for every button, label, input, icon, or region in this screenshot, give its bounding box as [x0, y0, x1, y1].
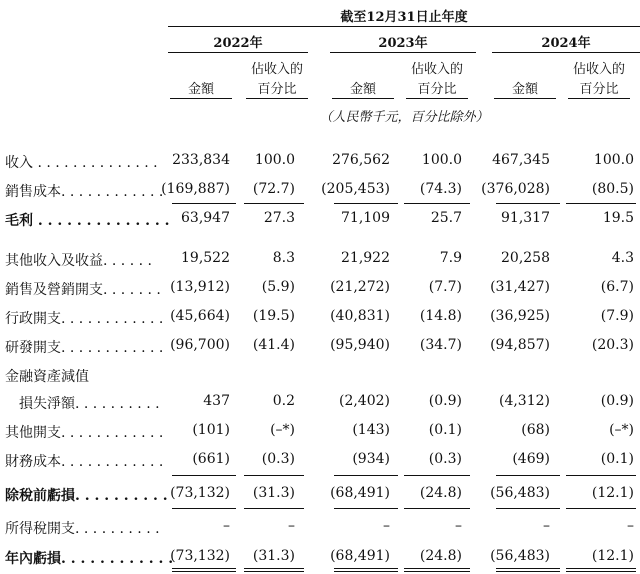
row-value: (–*) [609, 422, 634, 438]
total-rule [172, 203, 236, 204]
row-value: (72.7) [252, 181, 295, 197]
total-rule [496, 571, 560, 572]
row-value: 27.3 [263, 210, 295, 226]
total-rule [404, 568, 470, 569]
year-2022-header: 2022年 [213, 36, 263, 51]
total-rule [334, 508, 398, 509]
row-value: (143) [352, 422, 390, 438]
total-rule [244, 475, 304, 476]
row-value: (376,028) [481, 181, 550, 197]
total-rule [172, 568, 236, 569]
amount-col-rule [170, 98, 232, 99]
row-label: 銷售成本. . . . . . . . . . . . [5, 184, 164, 200]
row-value: 25.7 [430, 210, 462, 226]
header-rule [168, 26, 640, 27]
row-value: 467,345 [492, 152, 550, 168]
amount-col-rule [332, 98, 394, 99]
total-rule [566, 203, 636, 204]
total-rule [496, 203, 560, 204]
total-rule [334, 203, 398, 204]
row-value: (94,857) [490, 337, 550, 353]
row-value: (14.8) [419, 308, 462, 324]
row-value: 100.0 [254, 152, 295, 168]
amount-col-header: 金額 [511, 82, 538, 97]
row-value: 233,834 [172, 152, 230, 168]
row-value: (56,483) [490, 485, 550, 501]
pct-col-header-line1: 佔收入的 [572, 62, 625, 77]
year-2022-rule [168, 52, 308, 53]
row-value: (31.3) [252, 548, 295, 564]
pct-col-header-line2: 百分比 [257, 82, 297, 97]
row-value: (0.9) [600, 393, 634, 409]
total-rule [334, 571, 398, 572]
row-label: 財務成本. . . . . . . . . . . . [5, 454, 164, 470]
row-value: – [543, 518, 550, 534]
row-value: (40,831) [330, 308, 390, 324]
row-value: (4,312) [498, 393, 550, 409]
total-rule [334, 568, 398, 569]
row-value: (12.1) [591, 485, 634, 501]
total-rule [404, 571, 470, 572]
year-2024-header: 2024年 [541, 36, 591, 51]
row-value: (13,912) [170, 279, 230, 295]
row-value: (34.7) [419, 337, 462, 353]
pct-col-header-line2: 百分比 [579, 82, 619, 97]
row-value: 19,522 [181, 250, 230, 266]
total-rule [566, 568, 636, 569]
row-value: (56,483) [490, 548, 550, 564]
total-rule [404, 508, 470, 509]
row-value: (12.1) [591, 548, 634, 564]
amount-col-header: 金額 [349, 82, 376, 97]
total-rule [334, 475, 398, 476]
total-rule [496, 508, 560, 509]
total-rule [172, 508, 236, 509]
row-value: – [383, 518, 390, 534]
amount-col-header: 金額 [187, 82, 214, 97]
row-value: (95,940) [330, 337, 390, 353]
row-value: 7.9 [439, 250, 462, 266]
row-value: 19.5 [602, 210, 634, 226]
row-value: (31.3) [252, 485, 295, 501]
year-2023-rule [330, 52, 476, 53]
period-header: 截至12月31日止年度 [340, 10, 468, 25]
row-value: (469) [512, 451, 550, 467]
row-value: 100.0 [421, 152, 462, 168]
row-value: (73,132) [170, 485, 230, 501]
row-value: (74.3) [419, 181, 462, 197]
row-value: (661) [192, 451, 230, 467]
row-value: (45,664) [170, 308, 230, 324]
row-value: (7.9) [600, 308, 634, 324]
row-value: (68,491) [330, 485, 390, 501]
row-value: (101) [192, 422, 230, 438]
total-rule [566, 475, 636, 476]
total-rule [172, 475, 236, 476]
row-value: 20,258 [501, 250, 550, 266]
row-value: (20.3) [591, 337, 634, 353]
pct-col-rule [246, 98, 308, 99]
row-label: 其他收入及收益. . . . . . [5, 253, 152, 269]
row-value: (2,402) [338, 393, 390, 409]
row-label: 研發開支. . . . . . . . . . . . [5, 340, 164, 356]
total-rule [244, 571, 304, 572]
total-rule [172, 571, 236, 572]
row-value: 0.2 [272, 393, 295, 409]
row-value: (24.8) [419, 485, 462, 501]
row-value: (96,700) [170, 337, 230, 353]
row-value: (24.8) [419, 548, 462, 564]
row-label: 其他開支. . . . . . . . . . . . [5, 425, 164, 441]
row-label: 金融資產減值 [5, 369, 89, 385]
total-rule [566, 571, 636, 572]
total-rule [244, 568, 304, 569]
row-label: 年內虧損. . . . . . . . . . . . [5, 551, 174, 567]
row-value: (73,132) [170, 548, 230, 564]
row-value: (6.7) [600, 279, 634, 295]
row-label: 所得稅開支. . . . . . . . . . [5, 521, 160, 537]
row-value: (68,491) [330, 548, 390, 564]
total-rule [496, 475, 560, 476]
row-value: (934) [352, 451, 390, 467]
pct-col-header-line1: 佔收入的 [410, 62, 463, 77]
row-value: 4.3 [611, 250, 634, 266]
year-2023-header: 2023年 [378, 36, 428, 51]
pct-col-header-line2: 百分比 [417, 82, 457, 97]
row-value: (–*) [270, 422, 295, 438]
total-rule [404, 203, 470, 204]
row-value: (205,453) [321, 181, 390, 197]
total-rule [566, 508, 636, 509]
row-value: 437 [203, 393, 230, 409]
row-value: 63,947 [181, 210, 230, 226]
row-value: (80.5) [591, 181, 634, 197]
row-value: (0.3) [428, 451, 462, 467]
row-value: 8.3 [272, 250, 295, 266]
row-value: – [288, 518, 295, 534]
pct-col-rule [406, 98, 468, 99]
year-2024-rule [492, 52, 640, 53]
total-rule [244, 203, 304, 204]
row-value: (0.1) [600, 451, 634, 467]
row-value: (5.9) [261, 279, 295, 295]
row-value: (41.4) [252, 337, 295, 353]
row-value: 100.0 [593, 152, 634, 168]
row-label: 損失淨額. . . . . . . . . . [5, 396, 160, 412]
row-value: (169,887) [161, 181, 230, 197]
row-value: (68) [521, 422, 550, 438]
row-value: 71,109 [341, 210, 390, 226]
amount-col-rule [494, 98, 556, 99]
row-value: (19.5) [252, 308, 295, 324]
row-value: (36,925) [490, 308, 550, 324]
row-value: (0.1) [428, 422, 462, 438]
row-label: 除稅前虧損. . . . . . . . . . [5, 488, 168, 504]
row-value: 91,317 [501, 210, 550, 226]
total-rule [244, 508, 304, 509]
row-value: – [627, 518, 634, 534]
pct-col-header-line1: 佔收入的 [250, 62, 303, 77]
row-value: (21,272) [330, 279, 390, 295]
row-value: (0.3) [261, 451, 295, 467]
row-value: – [455, 518, 462, 534]
pct-col-rule [568, 98, 630, 99]
row-value: (31,427) [490, 279, 550, 295]
row-label: 銷售及營銷開支. . . . . . . [5, 282, 161, 298]
row-value: 21,922 [341, 250, 390, 266]
row-value: – [223, 518, 230, 534]
row-label: 行政開支. . . . . . . . . . . . [5, 311, 164, 327]
total-rule [496, 568, 560, 569]
row-value: (7.7) [428, 279, 462, 295]
row-value: 276,562 [332, 152, 390, 168]
unit-note: （人民幣千元，百分比除外） [319, 110, 489, 125]
total-rule [404, 475, 470, 476]
row-label: 毛利 . . . . . . . . . . . . . . [5, 213, 170, 229]
row-label: 收入 . . . . . . . . . . . . . . [5, 155, 158, 171]
row-value: (0.9) [428, 393, 462, 409]
